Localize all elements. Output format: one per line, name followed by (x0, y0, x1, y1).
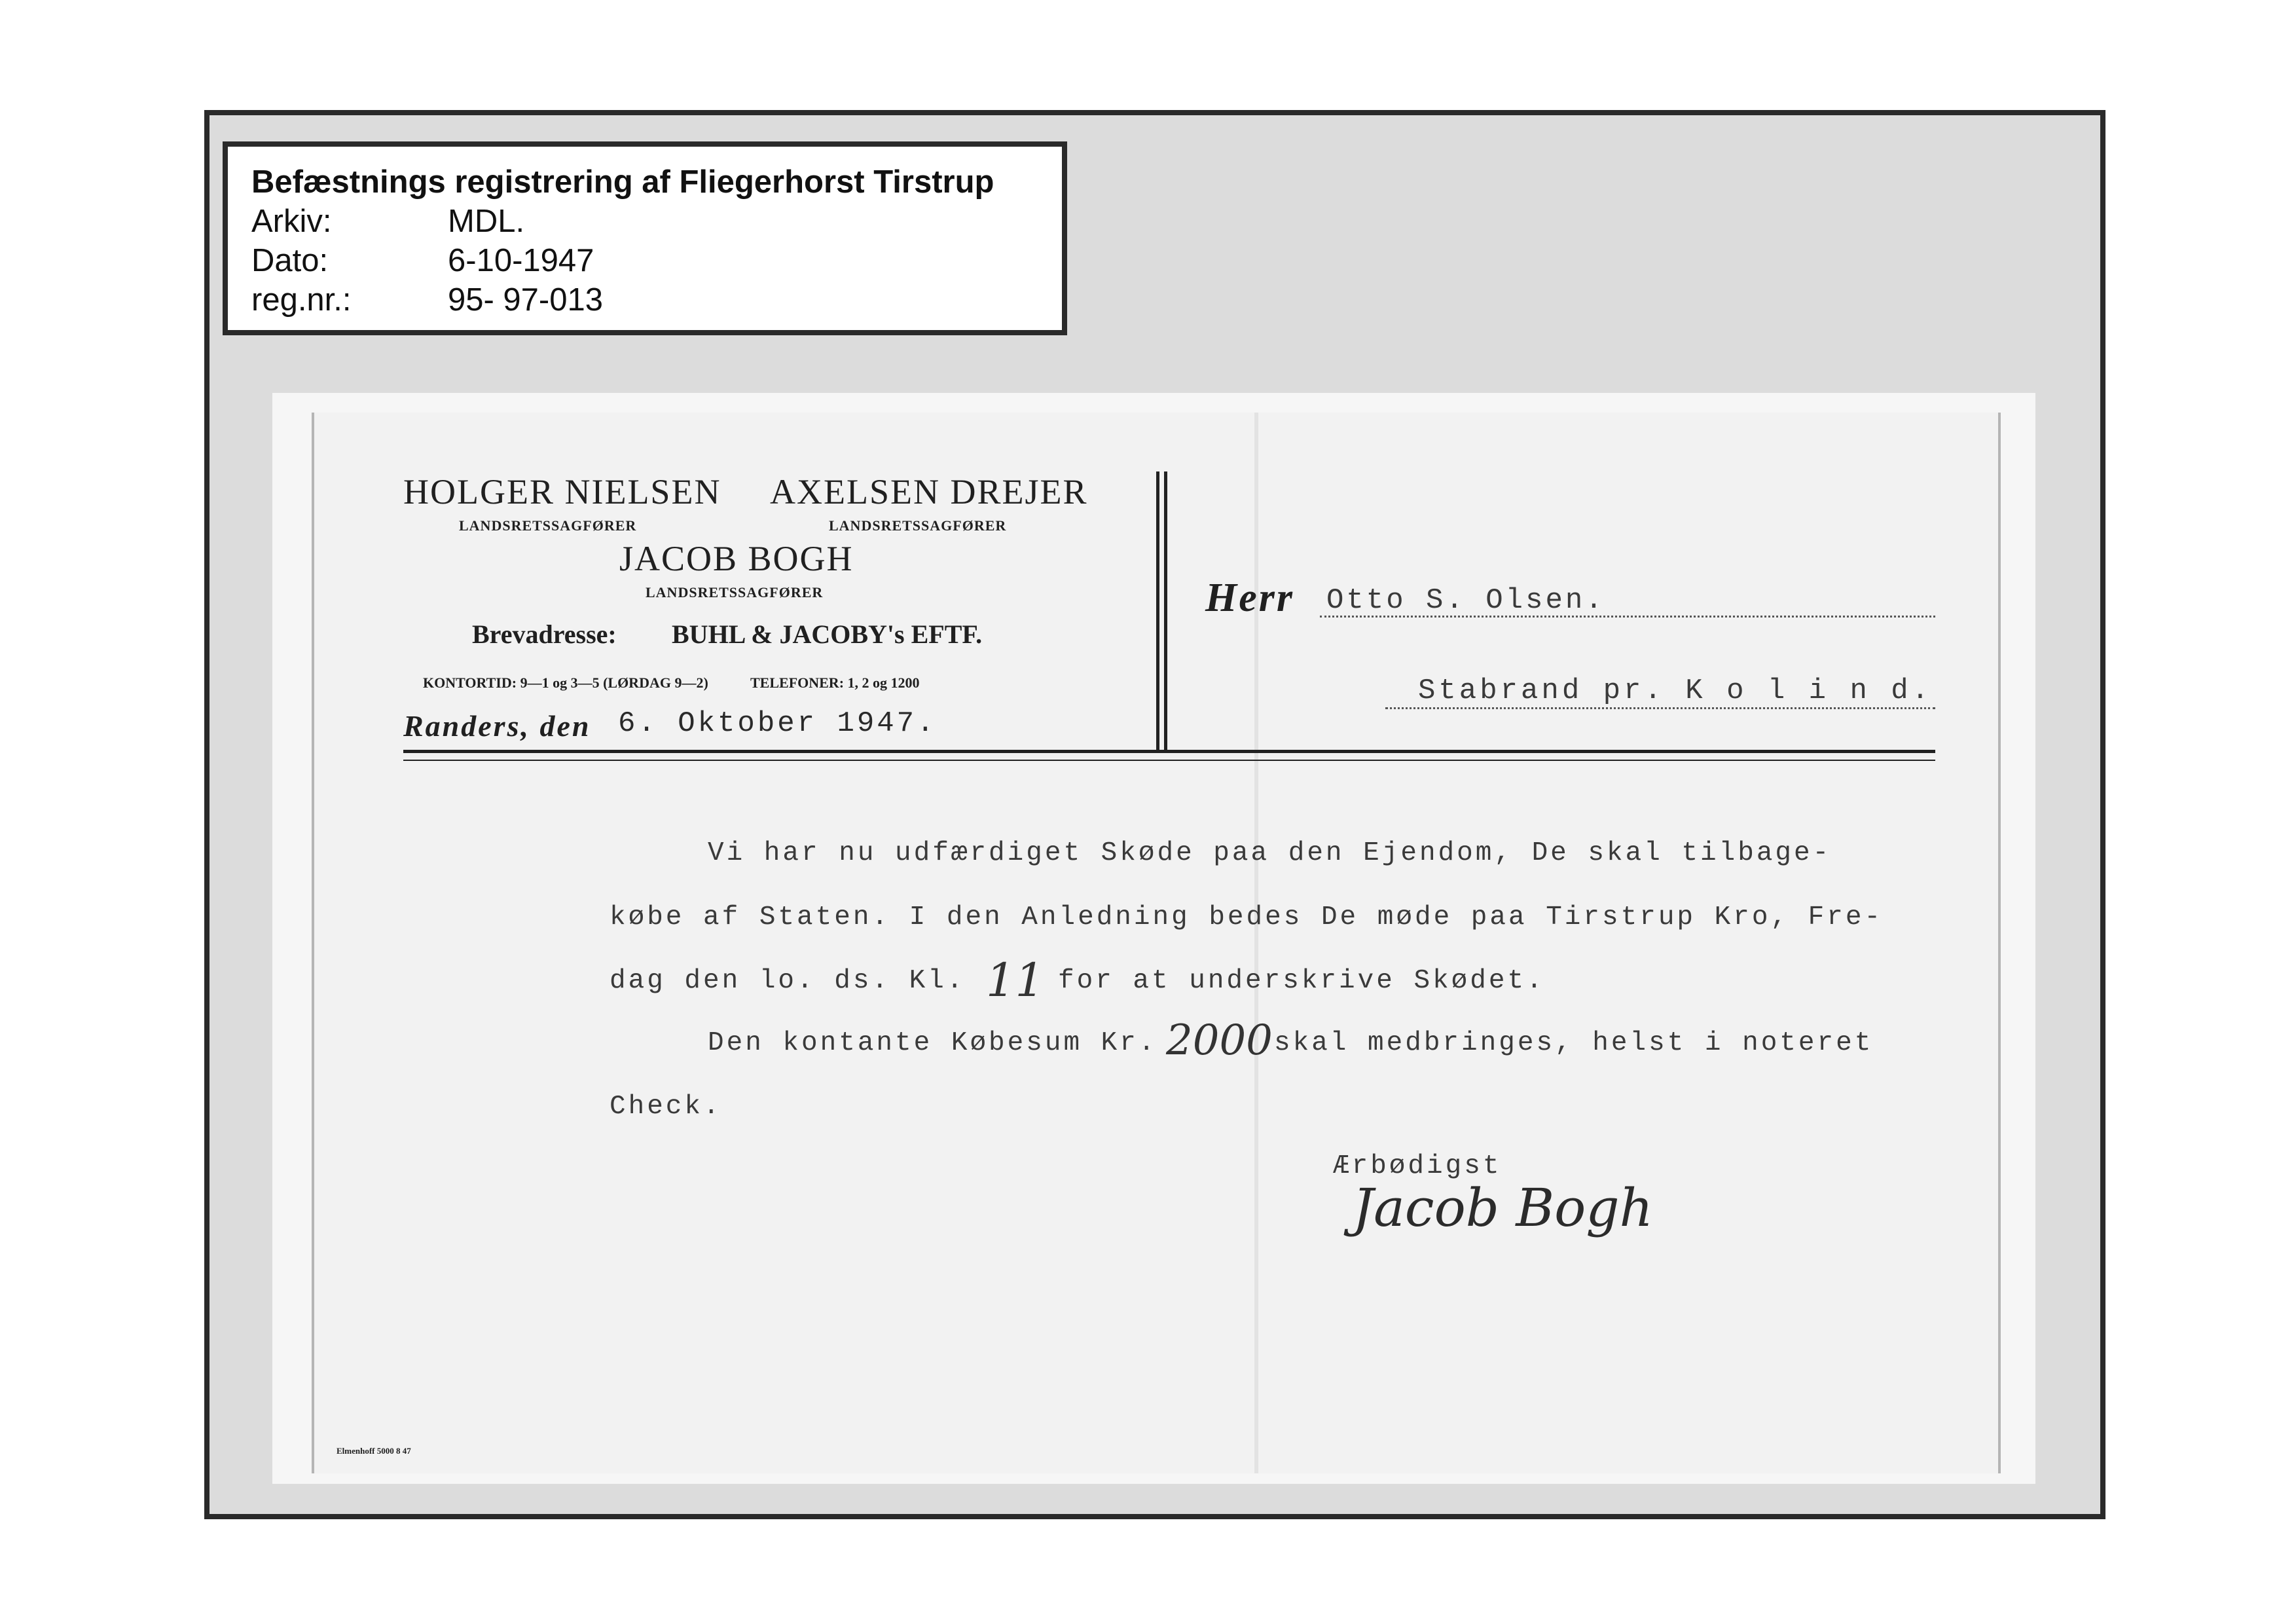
body-line-7: Check. (610, 1092, 722, 1122)
firm-title-3: LANDSRETSSAGFØRER (646, 584, 824, 600)
firm-title-1: LANDSRETSSAGFØRER (459, 517, 637, 534)
header-rule-thick (403, 750, 1935, 753)
letter-address-label: Brevadresse: (472, 619, 617, 649)
typed-date: 6. Oktober 1947. (618, 707, 937, 740)
regnr-row (251, 280, 1038, 320)
body-line-5: Den kontante Købesum Kr. (708, 1028, 1157, 1058)
regnr-label: reg.nr.: (251, 282, 352, 318)
archive-row (251, 202, 1038, 241)
body-line-3: dag den lo. ds. Kl. (610, 966, 966, 996)
firm-name-1: HOLGER NIELSEN (403, 472, 721, 511)
registration-info-box (223, 141, 1067, 335)
signature: Jacob Bogh (1353, 1177, 1654, 1238)
regnr-value: 95- 97-013 (448, 282, 604, 318)
date-label: Dato: (251, 243, 329, 278)
header-divider-2 (1164, 471, 1167, 753)
letter-paper (312, 413, 2001, 1473)
handwritten-amount: 2000 (1166, 1016, 1273, 1065)
date-row (251, 241, 1038, 280)
salutation-herr: Herr (1205, 576, 1294, 620)
header-divider-1 (1156, 471, 1159, 753)
scanned-letter (272, 393, 2035, 1484)
handwritten-time: 11 (986, 953, 1045, 1007)
body-line-6: skal medbringes, helst i noteret (1274, 1028, 1874, 1058)
archive-label: Arkiv: (251, 204, 332, 239)
recipient-name-line (1320, 616, 1935, 618)
printer-mark: Elmenhoff 5000 8 47 (337, 1446, 411, 1456)
paper-fold-line (1254, 413, 1258, 1473)
firm-name-3: JACOB BOGH (619, 539, 854, 578)
paper-left-edge (312, 413, 314, 1473)
archive-value: MDL. (448, 204, 525, 239)
place-date-label: Randers, den (403, 709, 591, 743)
recipient-address: Stabrand pr. K o l i n d. (1418, 674, 1933, 707)
firm-title-2: LANDSRETSSAGFØRER (829, 517, 1007, 534)
closing-text: Ærbødigst (1333, 1151, 1502, 1181)
date-value: 6-10-1947 (448, 243, 594, 278)
firm-name-2: AXELSEN DREJER (770, 472, 1088, 511)
body-line-1: Vi har nu udfærdiget Skøde paa den Ejendom, De skal tilbage- (708, 838, 1832, 868)
office-hours: KONTORTID: 9—1 og 3—5 (LØRDAG 9—2) (423, 674, 708, 691)
registration-title: Befæstnings registrering af Fliegerhorst Tirstrup (251, 164, 994, 200)
body-line-2: købe af Staten. I den Anledning bedes De møde paa Tirstrup Kro, Fre- (610, 902, 1884, 932)
paper-right-edge (1998, 413, 2001, 1473)
letter-address-value: BUHL & JACOBY's EFTF. (672, 619, 983, 649)
recipient-name: Otto S. Olsen. (1326, 584, 1605, 617)
header-rule-thin (403, 760, 1935, 761)
body-line-4: for at underskrive Skødet. (1058, 966, 1545, 996)
phone-numbers: TELEFONER: 1, 2 og 1200 (750, 674, 920, 691)
recipient-address-line (1385, 707, 1935, 709)
